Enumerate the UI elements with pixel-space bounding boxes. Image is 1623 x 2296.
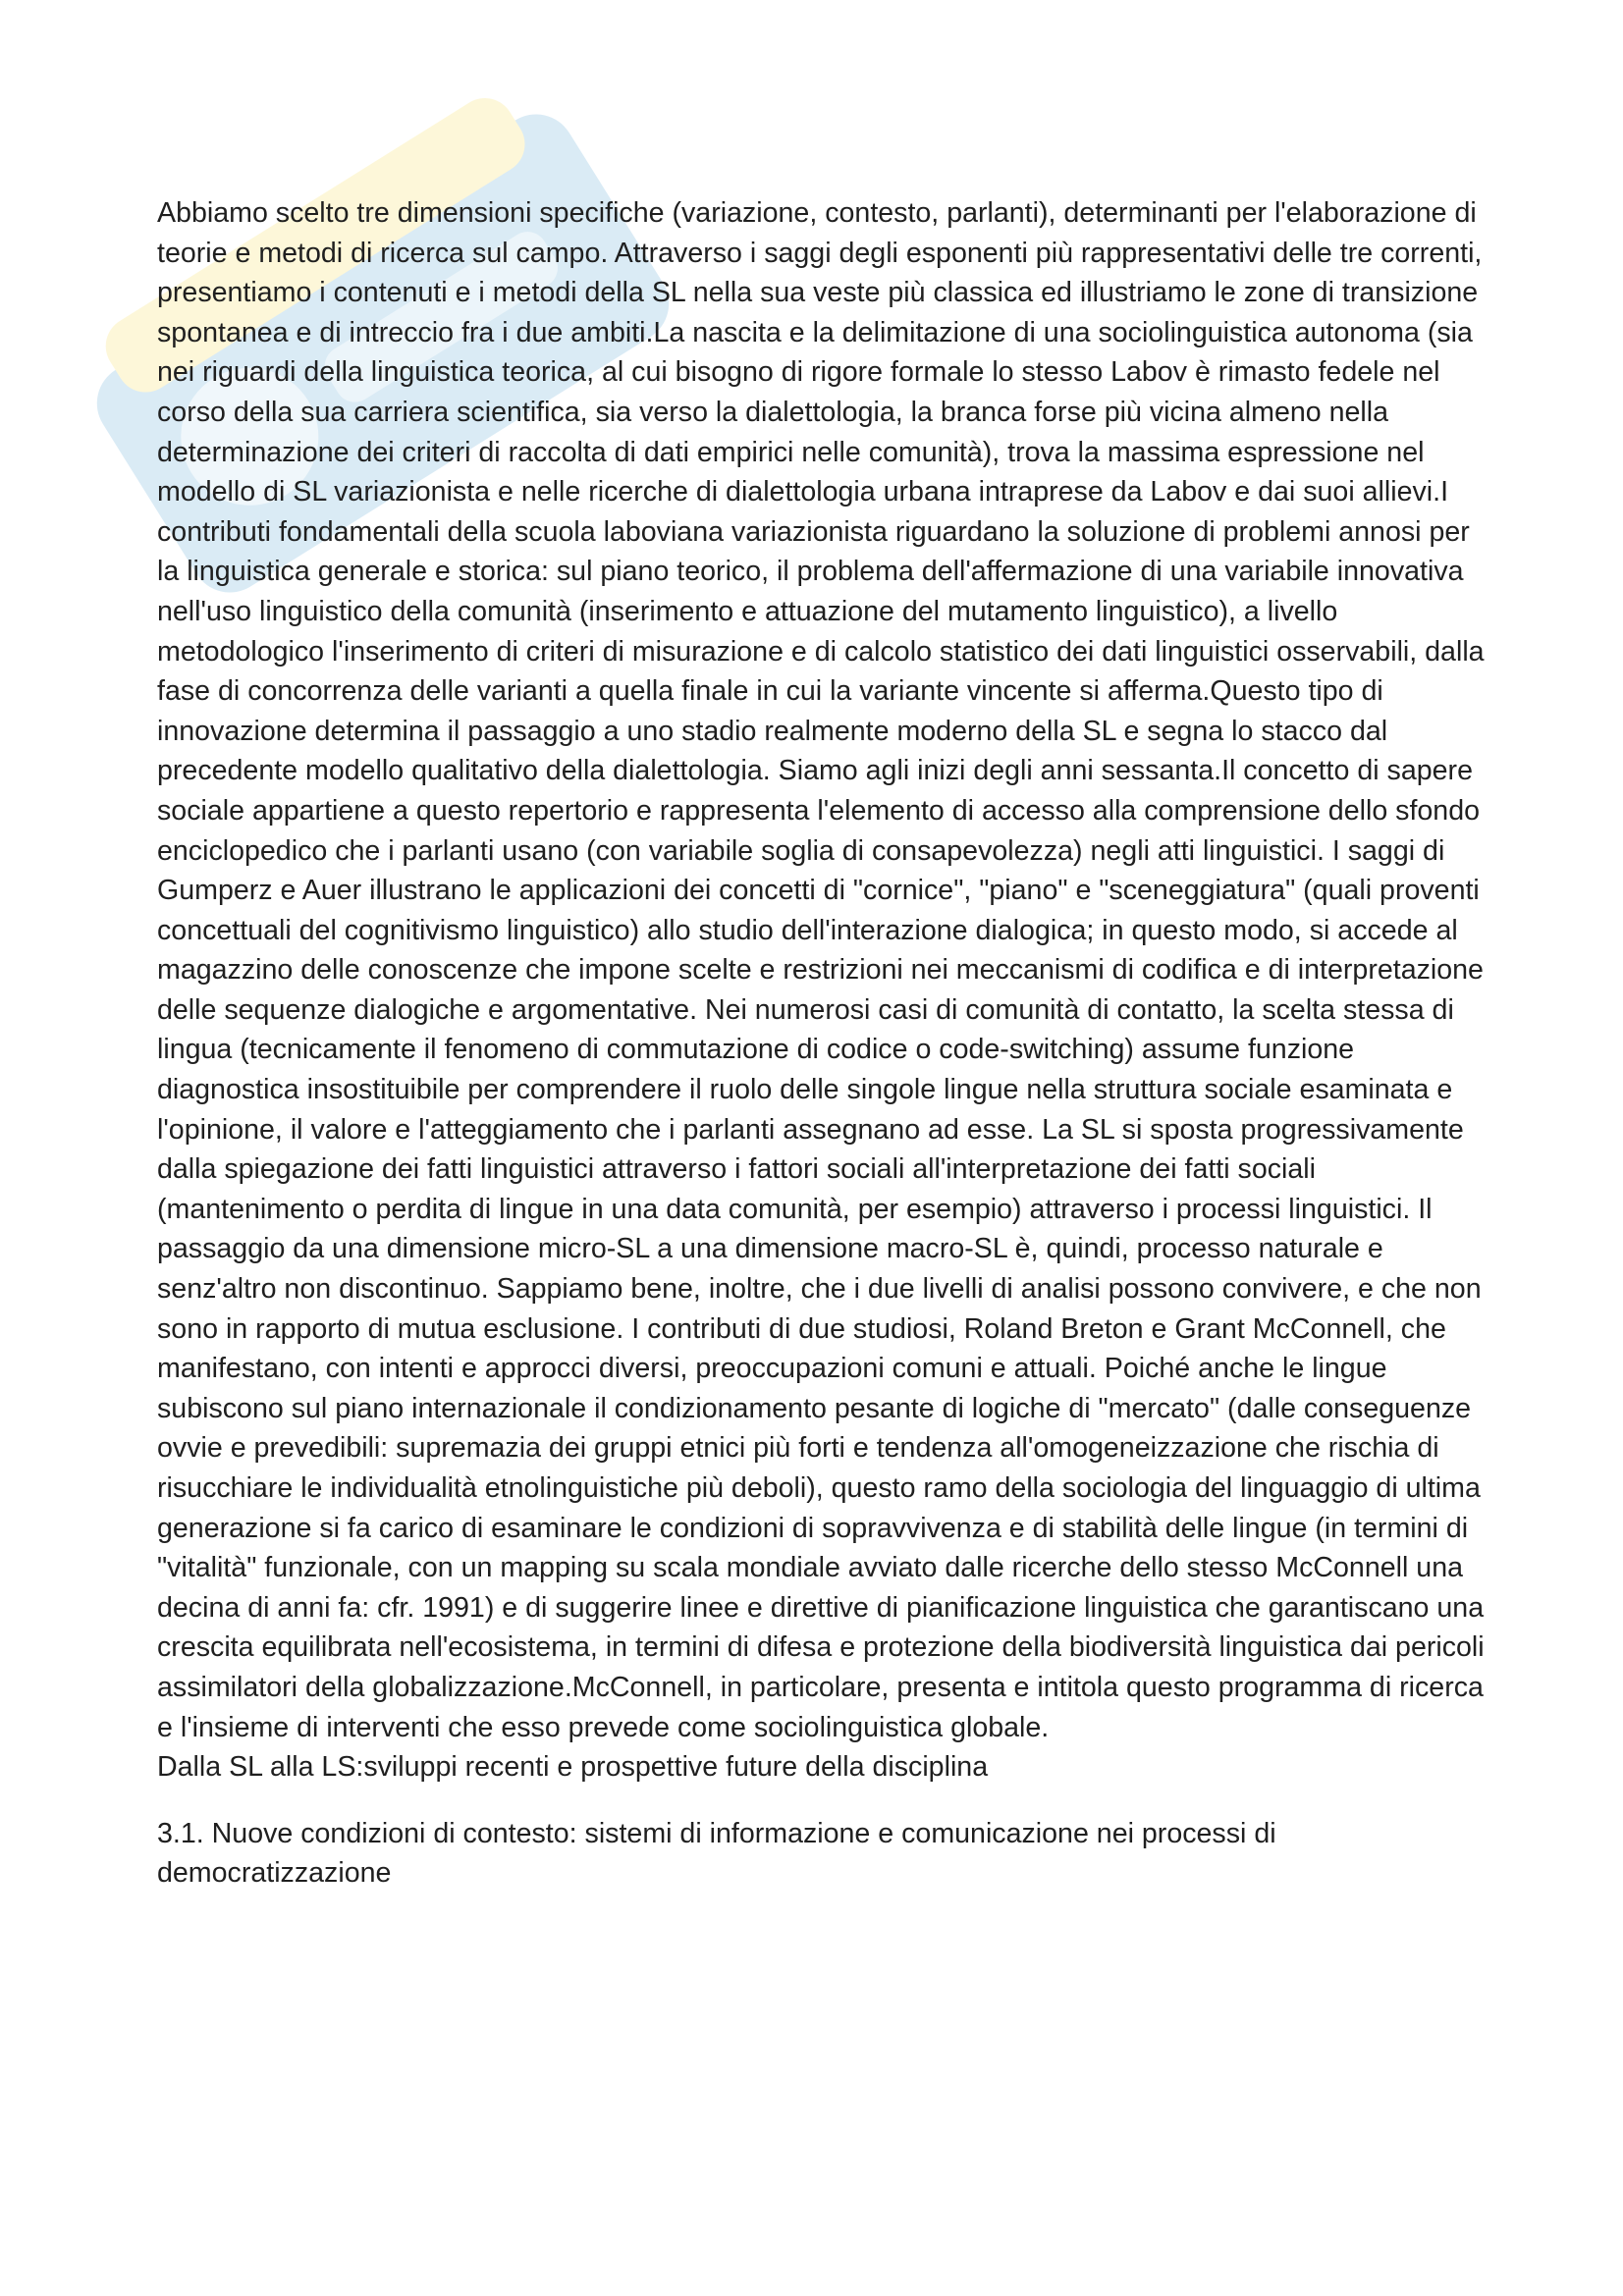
body-paragraph: Abbiamo scelto tre dimensioni specifiche (variazione, contesto, parlanti), determinanti per l'elaborazione di teorie e metodi di ricerca sul campo. Attraverso i saggi degli esponenti più rappresentativi delle tre correnti, presentiamo i contenuti e i metodi della SL nella sua veste più classica ed illustriamo le zone di transizione spontanea e di intreccio fra i due ambiti.La nascita e la delimitazione di una sociolinguistica autonoma (sia nei riguardi della linguistica teorica, al cui bisogno di rigore formale lo stesso Labov è rimasto fedele nel corso della sua carriera scientifica, sia verso la dialettologia, la branca forse più vicina almeno nella determinazione dei criteri di raccolta di dati empirici nelle comunità), trova la massima espressione nel modello di SL variazionista e nelle ricerche di dialettologia urbana intraprese da Labov e dai suoi allievi.I contributi fondamentali della scuola laboviana variazionista riguardano la soluzione di problemi annosi per la linguistica generale e storica: sul piano teorico, il problema dell'affermazione di una variabile innovativa nell'uso linguistico della comunità (inserimento e attuazione del mutamento linguistico), a livello metodologico l'inserimento di criteri di misurazione e di calcolo statistico dei dati linguistici osservabili, dalla fase di concorrenza delle varianti a quella finale in cui la variante vincente si afferma.Questo tipo di innovazione determina il passaggio a uno stadio realmente moderno della SL e segna lo stacco dal precedente modello qualitativo della dialettologia. Siamo agli inizi degli anni sessanta.Il concetto di sapere sociale appartiene a questo repertorio e rappresenta l'elemento di accesso alla comprensione dello sfondo enciclopedico che i parlanti usano (con variabile soglia di consapevolezza) negli atti linguistici. I saggi di Gumperz e Auer illustrano le applicazioni dei concetti di "cornice", "piano" e "sceneggiatura" (quali proventi concettuali del cognitivismo linguistico) allo studio dell'interazione dialogica; in questo modo, si accede al magazzino delle conoscenze che impone scelte e restrizioni nei meccanismi di codifica e di interpretazione delle sequenze dialogiche e argomentative. Nei numerosi casi di comunità di contatto, la scelta stessa di lingua (tecnicamente il fenomeno di commutazione di codice o code-switching) assume funzione diagnostica insostituibile per comprendere il ruolo delle singole lingue nella struttura sociale esaminata e l'opinione, il valore e l'atteggiamento che i parlanti assegnano ad esse. La SL si sposta progressivamente dalla spiegazione dei fatti linguistici attraverso i fattori sociali all'interpretazione dei fatti sociali (mantenimento o perdita di lingue in una data comunità, per esempio) attraverso i processi linguistici. Il passaggio da una dimensione micro-SL a una dimensione macro-SL è, quindi, processo naturale e senz'altro non discontinuo. Sappiamo bene, inoltre, che i due livelli di analisi possono convivere, e che non sono in rapporto di mutua esclusione. I contributi di due studiosi, Roland Breton e Grant McConnell, che manifestano, con intenti e approcci diversi, preoccupazioni comuni e attuali. Poiché anche le lingue subiscono sul piano internazionale il condizionamento pesante di logiche di "mercato" (dalle conseguenze ovvie e prevedibili: supremazia dei gruppi etnici più forti e tendenza all'omogeneizzazione che rischia di risucchiare le individualità etnolinguistiche più deboli), questo ramo della sociologia del linguaggio di ultima generazione si fa carico di esaminare le condizioni di sopravvivenza e di stabilità delle lingue (in termini di "vitalità" funzionale, con un mapping su scala mondiale avviato dalle ricerche dello stesso McConnell una decina di anni fa: cfr. 1991) e di suggerire linee e direttive di pianificazione linguistica che garantiscano una crescita equilibrata nell'ecosistema, in termini di difesa e protezione della biodiversità linguistica dai pericoli assimilatori della globalizzazione.McConnell, in particolare, presenta e intitola questo programma di ricerca e l'insieme di interventi che esso prevede come sociolinguistica globale.	[157, 197, 1485, 1743]
document-page	[157, 193, 1492, 1894]
chapter-heading: Dalla SL alla LS:sviluppi recenti e prospettive future della disciplina	[157, 1751, 989, 1784]
section-heading: 3.1. Nuove condizioni di contesto: sistemi di informazione e comunicazione nei processi di democratizzazione	[157, 1817, 1276, 1890]
